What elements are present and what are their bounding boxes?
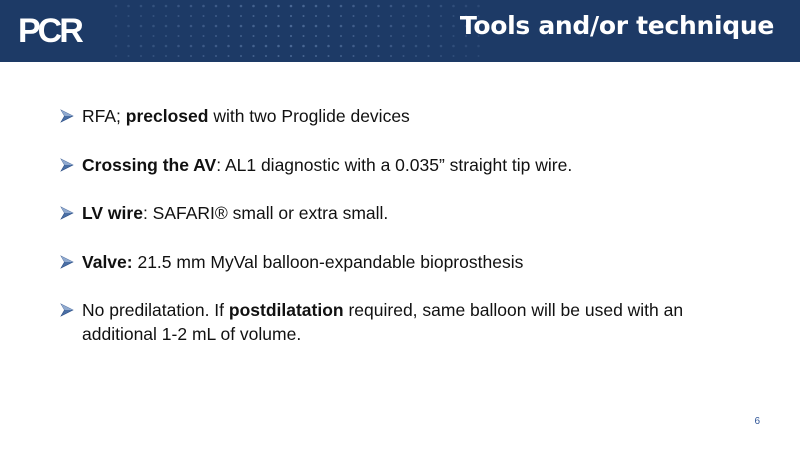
- arrow-bullet-icon: [60, 206, 74, 220]
- arrow-bullet-icon: [60, 255, 74, 269]
- pcr-logo: PCR: [18, 11, 81, 50]
- bullet-item: [60, 201, 760, 225]
- bullet-text-bold: LV wire: [82, 203, 143, 223]
- bullet-text-bold: postdilatation: [228, 300, 344, 320]
- bullet-text-bold: Valve:: [82, 251, 133, 272]
- bullet-text-post: required, same balloon will be used with an additional 1-2 mL of volume.: [82, 300, 684, 344]
- bullet-item: [60, 298, 760, 346]
- arrow-bullet-icon: [60, 158, 74, 172]
- bullet-text-bold: preclosed: [125, 106, 209, 126]
- header-bar: [0, 0, 800, 62]
- bullet-text-pre: No predilatation. If: [82, 300, 229, 320]
- bullet-text-post: with two Proglide devices: [208, 106, 410, 126]
- slide-title: Tools and/or technique: [459, 11, 774, 40]
- bullet-list: [60, 104, 760, 371]
- page-number: 6: [754, 416, 760, 427]
- bullet-text-post: : AL1 diagnostic with a 0.035” straight tip wire.: [216, 154, 573, 175]
- bullet-text-post: : SAFARI® small or extra small.: [142, 203, 389, 223]
- bullet-text-bold: Crossing the AV: [82, 154, 217, 175]
- arrow-bullet-icon: [60, 303, 74, 317]
- bullet-text-post: 21.5 mm MyVal balloon-expandable bioprosthesis: [132, 251, 524, 272]
- dot-pattern: [110, 0, 490, 62]
- bullet-item: [60, 153, 760, 177]
- bullet-item: [60, 250, 760, 274]
- bullet-item: [60, 104, 760, 128]
- bullet-text-pre: RFA;: [82, 106, 126, 126]
- arrow-bullet-icon: [60, 109, 74, 123]
